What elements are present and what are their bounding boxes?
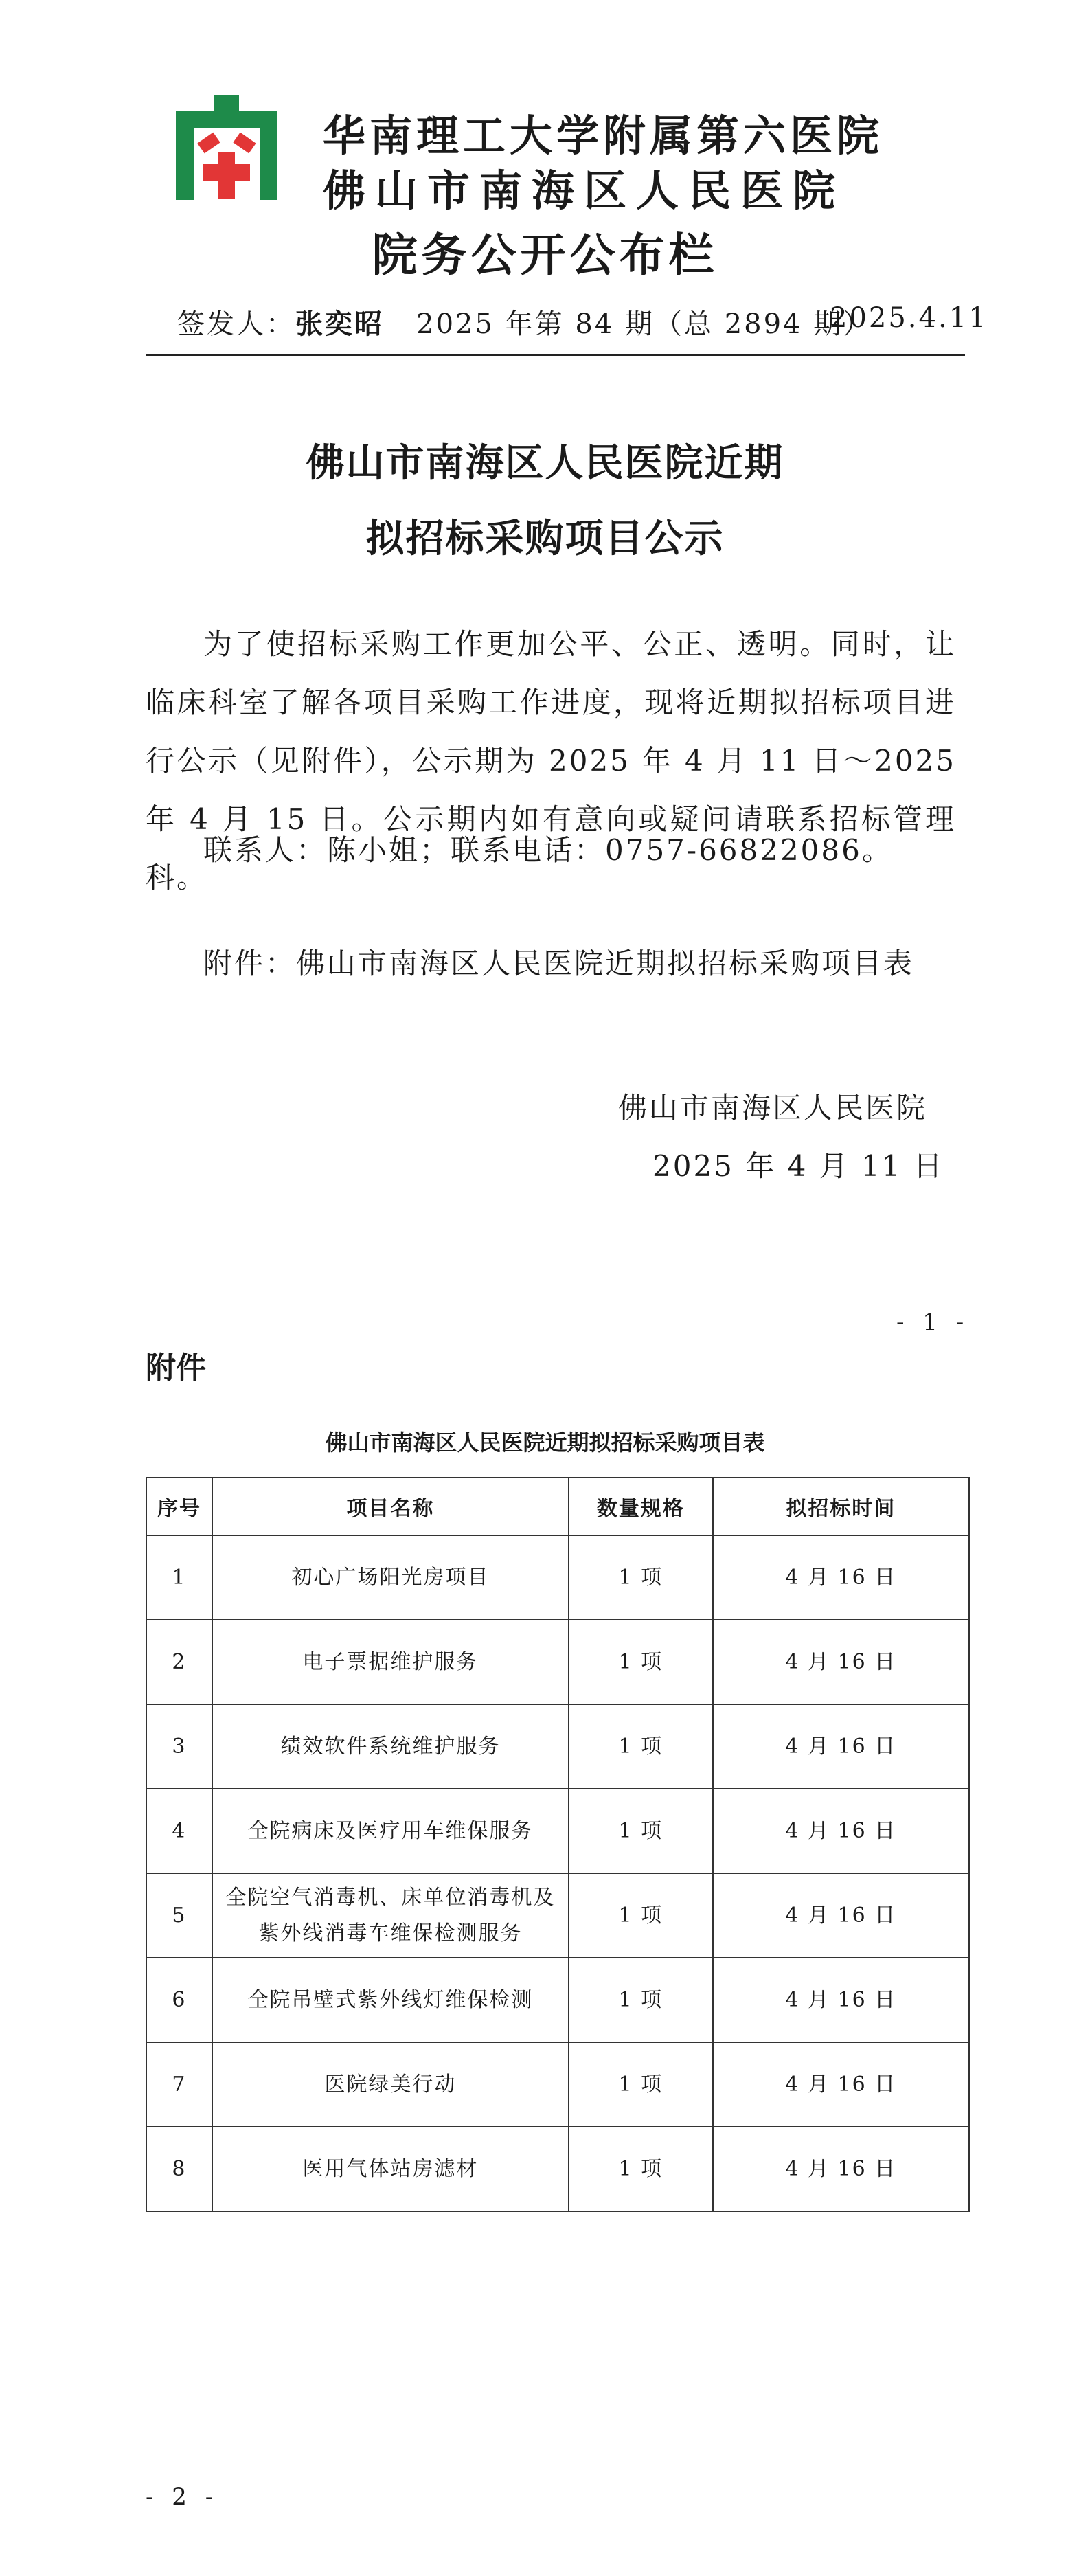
cell-tender-time: 4 月 16 日 — [713, 1789, 969, 1873]
table-row — [146, 1704, 969, 1789]
logo-left-leg — [176, 128, 194, 200]
cell-tender-time: 4 月 16 日 — [713, 1873, 969, 1958]
table-row — [146, 2127, 969, 2211]
cell-quantity: 1 项 — [569, 2042, 713, 2127]
signing-date: 2025 年 4 月 11 日 — [652, 1149, 944, 1183]
logo-cross-horizontal — [203, 164, 250, 181]
attachment-table-title: 佛山市南海区人民医院近期拟招标采购项目表 — [325, 1430, 765, 1456]
logo-crossbar — [176, 111, 277, 128]
issue-line — [177, 302, 988, 341]
notice-body: 为了使招标采购工作更加公平、公正、透明。同时，让临床科室了解各项目采购工作进度，现将近期拟招标项目进行公示（见附件），公示期为 2025 年 4 月 11 日～2025 年 4 月 15 日。公示期内如有意向或疑问请联系招标管理科。 — [146, 627, 956, 894]
signer-name: 张奕昭 — [295, 308, 384, 340]
cell-index: 7 — [146, 2042, 212, 2127]
cell-index: 4 — [146, 1789, 212, 1873]
logo-top-bar — [214, 95, 239, 111]
header-index: 序号 — [146, 1478, 212, 1535]
cell-tender-time: 4 月 16 日 — [713, 2042, 969, 2127]
page-number-2: - 2 - — [146, 2483, 219, 2511]
cell-index: 3 — [146, 1704, 212, 1789]
cell-index: 5 — [146, 1873, 212, 1958]
cell-quantity: 1 项 — [569, 1958, 713, 2042]
cell-quantity: 1 项 — [569, 1620, 713, 1704]
board-title: 院务公开公布栏 — [372, 229, 718, 282]
cell-quantity: 1 项 — [569, 1789, 713, 1873]
hospital-name-line2: 佛山市南海区人民医院 — [323, 166, 845, 216]
issue-number: 2025 年第 84 期（总 2894 期） — [416, 308, 873, 340]
hospital-name-line1: 华南理工大学附属第六医院 — [323, 111, 884, 161]
cell-index: 6 — [146, 1958, 212, 2042]
notice-title-line1: 佛山市南海区人民医院近期 — [306, 440, 784, 486]
logo-right-leg — [260, 128, 277, 200]
issue-date: 2025.4.11 — [830, 302, 988, 334]
cell-tender-time: 4 月 16 日 — [713, 1704, 969, 1789]
cell-project-name: 初心广场阳光房项目 — [212, 1535, 569, 1620]
table-header-row — [146, 1478, 969, 1535]
cell-quantity: 1 项 — [569, 2127, 713, 2211]
cell-index: 8 — [146, 2127, 212, 2211]
cell-project-name: 绩效软件系统维护服务 — [212, 1704, 569, 1789]
cell-tender-time: 4 月 16 日 — [713, 1620, 969, 1704]
page-number-1: - 1 - — [896, 1309, 970, 1336]
cell-index: 1 — [146, 1535, 212, 1620]
table-row — [146, 1789, 969, 1873]
cell-project-name: 电子票据维护服务 — [212, 1620, 569, 1704]
cell-index: 2 — [146, 1620, 212, 1704]
procurement-table — [146, 1477, 970, 2212]
table-row — [146, 1535, 969, 1620]
header-tender-time: 拟招标时间 — [713, 1478, 969, 1535]
signing-organization: 佛山市南海区人民医院 — [618, 1091, 928, 1125]
cell-project-name: 全院病床及医疗用车维保服务 — [212, 1789, 569, 1873]
cell-tender-time: 4 月 16 日 — [713, 2127, 969, 2211]
signer-label: 签发人： — [177, 308, 295, 340]
logo-stroke-left — [197, 133, 220, 154]
cell-quantity: 1 项 — [569, 1704, 713, 1789]
header-quantity: 数量规格 — [569, 1478, 713, 1535]
cell-tender-time: 4 月 16 日 — [713, 1958, 969, 2042]
cell-quantity: 1 项 — [569, 1535, 713, 1620]
cell-project-name: 医用气体站房滤材 — [212, 2127, 569, 2211]
cell-project-name: 全院空气消毒机、床单位消毒机及紫外线消毒车维保检测服务 — [212, 1873, 569, 1958]
attachment-label: 附件 — [146, 1351, 206, 1386]
table-row — [146, 1873, 969, 1958]
header-divider — [146, 354, 965, 356]
notice-contact: 联系人：陈小姐；联系电话：0757-66822086。 — [203, 833, 893, 867]
table-row — [146, 2042, 969, 2127]
table-row — [146, 1958, 969, 2042]
hospital-logo — [172, 93, 282, 203]
cell-quantity: 1 项 — [569, 1873, 713, 1958]
cell-project-name: 医院绿美行动 — [212, 2042, 569, 2127]
attachment-reference: 附件：佛山市南海区人民医院近期拟招标采购项目表 — [203, 947, 915, 980]
header-project-name: 项目名称 — [212, 1478, 569, 1535]
cell-project-name: 全院吊壁式紫外线灯维保检测 — [212, 1958, 569, 2042]
table-row — [146, 1620, 969, 1704]
cell-tender-time: 4 月 16 日 — [713, 1535, 969, 1620]
notice-title-line2: 拟招标采购项目公示 — [365, 516, 725, 561]
logo-stroke-right — [233, 133, 256, 154]
